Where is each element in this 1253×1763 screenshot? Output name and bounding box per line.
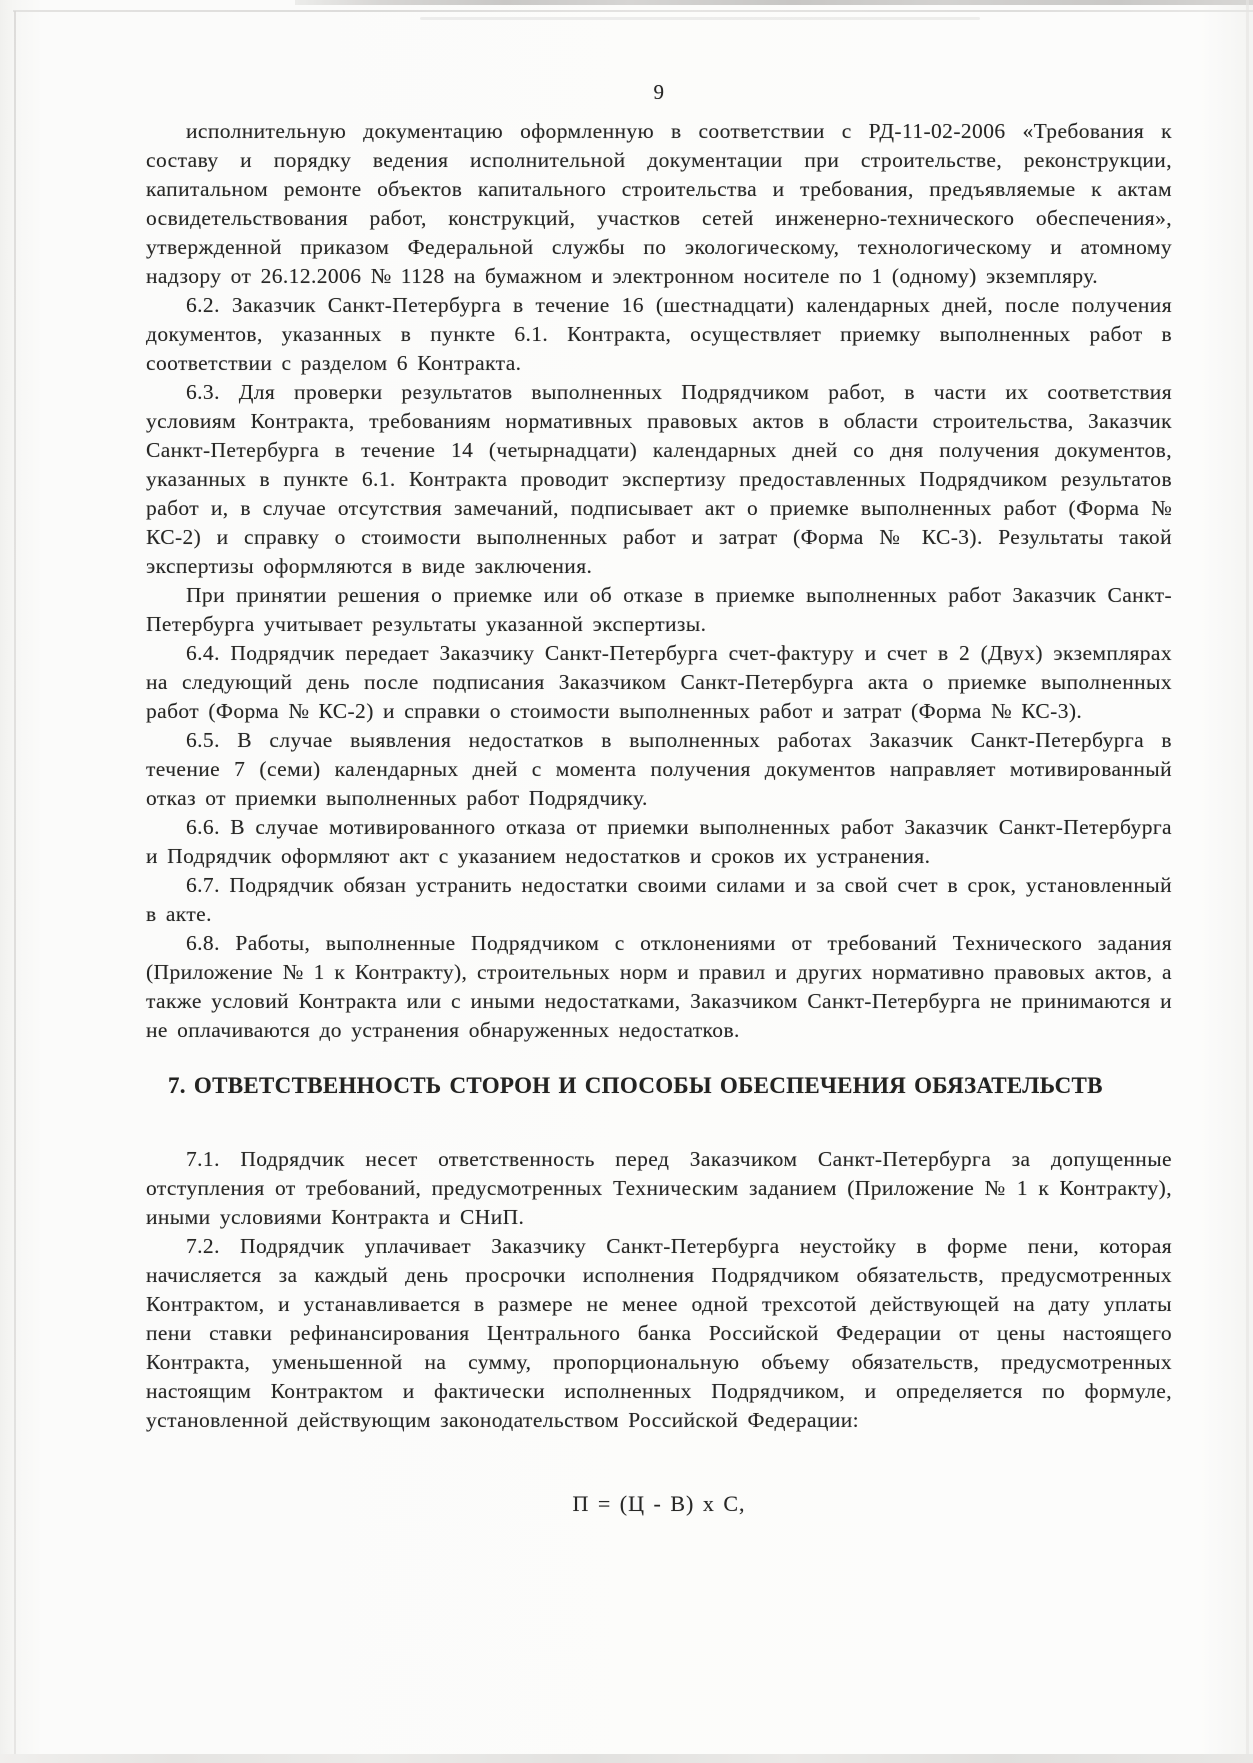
clause-6-5: 6.5. В случае выявления недостатков в выполненных работах Заказчик Санкт-Петербурга в течение 7 (семи) календарных дней с момента получения документов направляет мотивированный отказ от приемки выполненных работ Подрядчику.: [146, 728, 1172, 810]
penalty-formula: П = (Ц - В) х С,: [572, 1491, 746, 1516]
scan-edge-left-line: [14, 11, 16, 1755]
clause-6-4: 6.4. Подрядчик передает Заказчику Санкт-Петербурга счет-фактуру и счет в 2 (Двух) экземплярах на следующий день после подписания Заказчиком Санкт-Петербурга акта о приемке выполненных работ (Форма № КС-2) и справки о стоимости выполненных работ и затрат (Форма № КС-3).: [146, 641, 1172, 723]
scan-edge-bottom-artifact: [0, 1754, 1253, 1763]
scan-edge-top-artifact: [295, 0, 1253, 5]
clause-6-1-continuation: исполнительную документацию оформленную в соответствии с РД-11-02-2006 «Требования к составу и порядку ведения исполнительной документации при строительстве, реконструкции, капитальном ремонте объектов капитального строительства и требования, предъявляемые к актам освидетельствования работ, конструкций, участков сетей инженерно-технического обеспечения», утвержденной приказом Федеральной службы по экологическому, технологическому и атомному надзору от 26.12.2006 № 1128 на бумажном и электронном носителе по 1 (одному) экземпляру.: [146, 119, 1172, 288]
clause-6-2: 6.2. Заказчик Санкт-Петербурга в течение 16 (шестнадцати) календарных дней, после получения документов, указанных в пункте 6.1. Контракта, осуществляет приемку выполненных работ в соответствии с разделом 6 Контракта.: [146, 293, 1172, 375]
page-number: 9: [653, 80, 665, 104]
scan-edge-top-line: [13, 10, 1253, 12]
clause-6-3-note: При принятии решения о приемке или об отказе в приемке выполненных работ Заказчик Санкт-Петербурга учитывает результаты указанной экспертизы.: [146, 583, 1172, 636]
clause-7-1: 7.1. Подрядчик несет ответственность перед Заказчиком Санкт-Петербурга за допущенные отступления от требований, предусмотренных Техническим заданием (Приложение № 1 к Контракту), иными условиями Контракта и СНиП.: [146, 1147, 1172, 1229]
clause-6-6: 6.6. В случае мотивированного отказа от приемки выполненных работ Заказчик Санкт-Петербурга и Подрядчик оформляют акт с указанием недостатков и сроков их устранения.: [146, 815, 1172, 868]
scan-smudge: [420, 17, 980, 20]
clause-6-3: 6.3. Для проверки результатов выполненных Подрядчиком работ, в части их соответствия условиям Контракта, требованиям нормативных правовых актов в области строительства, Заказчик Санкт-Петербурга в течение 14 (четырнадцати) календарных дней со дня получения документов, указанных в пункте 6.1. Контракта проводит экспертизу предоставленных Подрядчиком результатов работ и, в случае отсутствия замечаний, подписывает акт о приемке выполненных работ (Форма № КС-2) и справку о стоимости выполненных работ и затрат (Форма № КС-3). Результаты такой экспертизы оформляются в виде заключения.: [146, 380, 1172, 578]
clause-6-7: 6.7. Подрядчик обязан устранить недостатки своими силами и за свой счет в срок, установленный в акте.: [146, 873, 1172, 926]
scan-edge-right-line: [1246, 0, 1249, 1763]
document-content: [146, 78, 1172, 1518]
clause-7-2: 7.2. Подрядчик уплачивает Заказчику Санкт-Петербурга неустойку в форме пени, которая начисляется за каждый день просрочки исполнения Подрядчиком обязательств, предусмотренных Контрактом, и устанавливается в размере не менее одной трехсотой действующей на дату уплаты пени ставки рефинансирования Центрального банка Российской Федерации от цены настоящего Контракта, уменьшенной на сумму, пропорциональную объему обязательств, предусмотренных настоящим Контрактом и фактически исполненных Подрядчиком, и определяется по формуле, установленной действующим законодательством Российской Федерации:: [146, 1234, 1172, 1432]
clause-6-8: 6.8. Работы, выполненные Подрядчиком с отклонениями от требований Технического задания (Приложение № 1 к Контракту), строительных норм и правил и других нормативно правовых актов, а также условий Контракта или с иными недостатками, Заказчиком Санкт-Петербурга не принимаются и не оплачиваются до устранения обнаруженных недостатков.: [146, 931, 1172, 1042]
section-7-heading: 7. ОТВЕТСТВЕННОСТЬ СТОРОН И СПОСОБЫ ОБЕСПЕЧЕНИЯ ОБЯЗАТЕЛЬСТВ: [168, 1073, 1103, 1098]
